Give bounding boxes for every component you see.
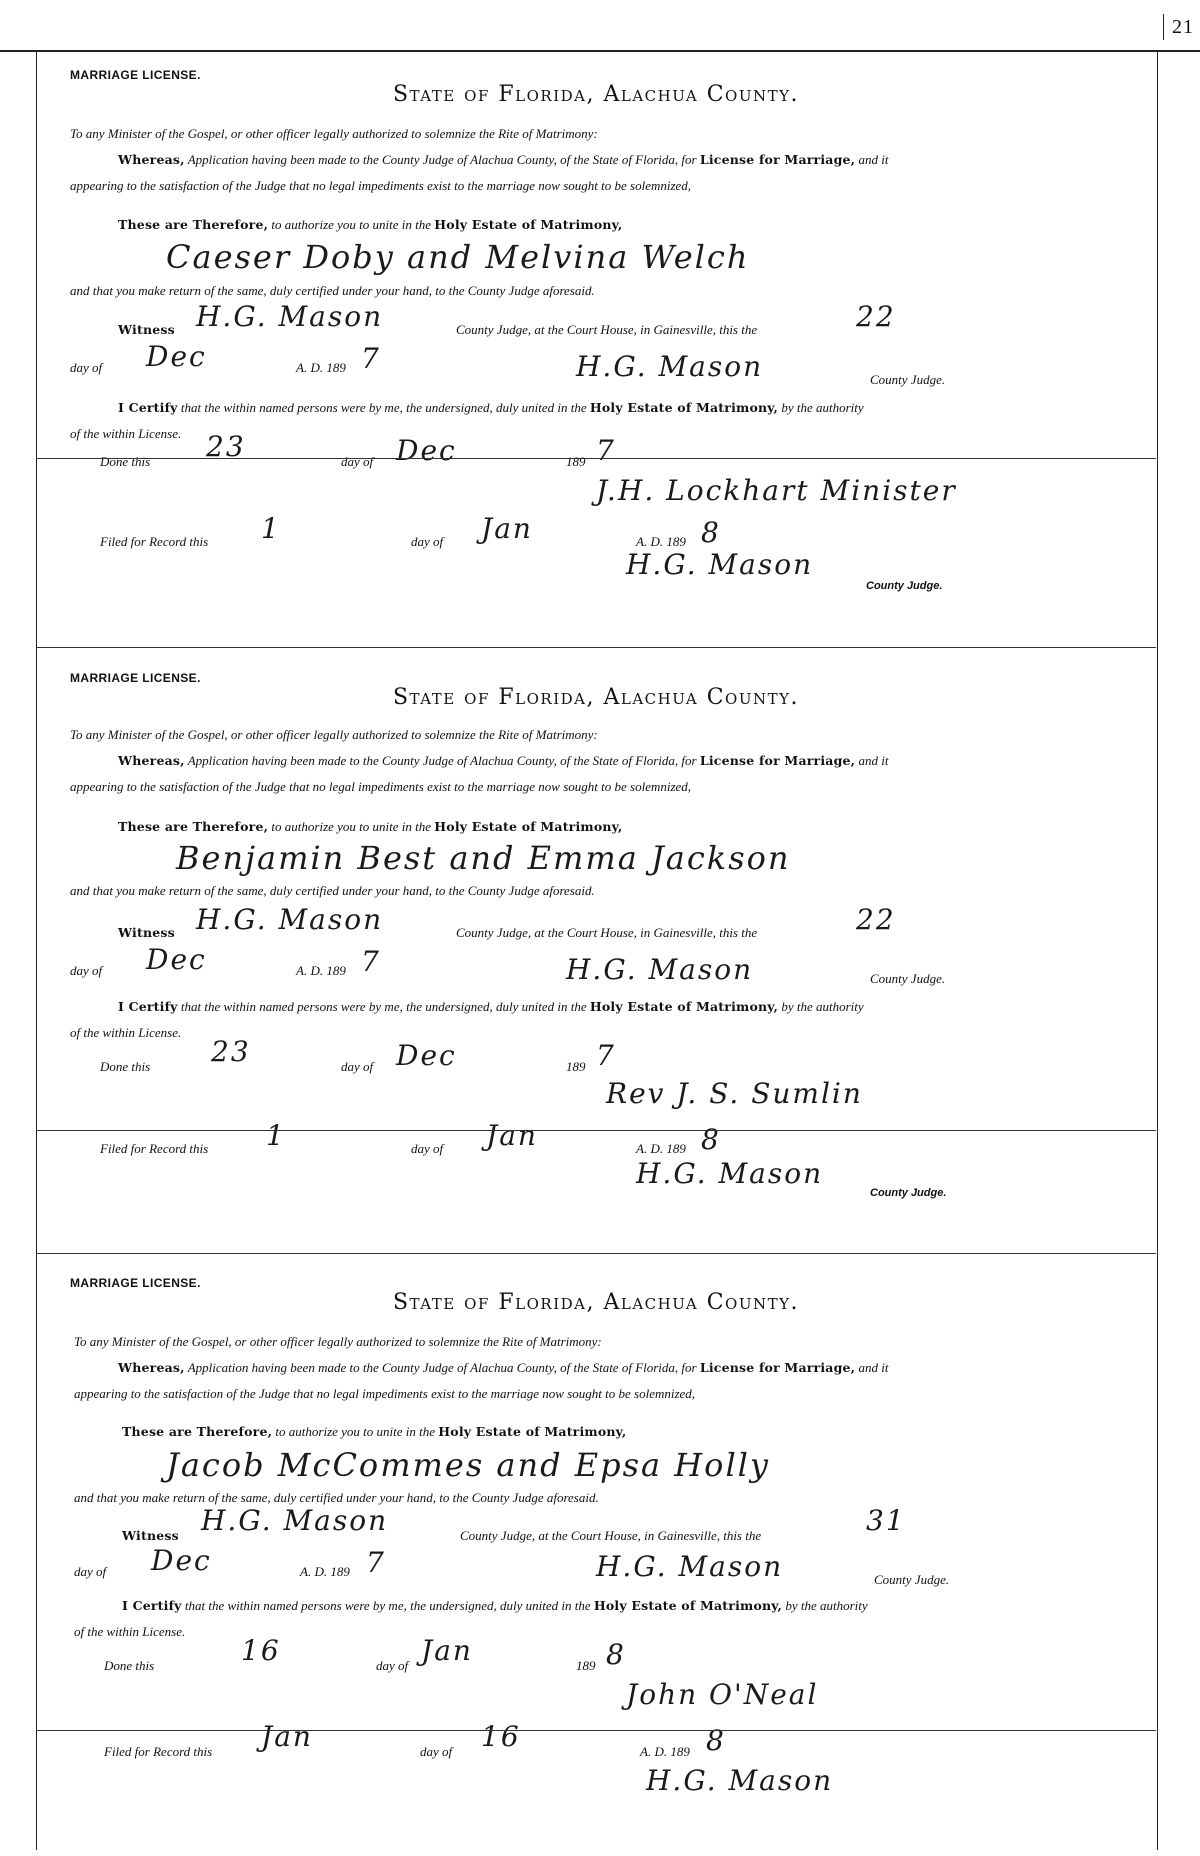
officiant-signature: John O'Neal bbox=[626, 1678, 819, 1711]
filed-day: 1 bbox=[266, 1119, 286, 1152]
page-number: 21 bbox=[1163, 14, 1194, 40]
done-year-digit: 7 bbox=[596, 1039, 616, 1072]
filed-month: Jan bbox=[481, 512, 533, 545]
filed-day-of: day of bbox=[411, 534, 444, 549]
license-separator bbox=[36, 1253, 1156, 1254]
judge-signature: H.G. Mason bbox=[576, 350, 764, 383]
return-line: and that you make return of the same, duly certified under your hand, to the County Judge aforesaid. bbox=[74, 1490, 599, 1505]
ad-label: A. D. 189 bbox=[296, 963, 346, 978]
witness-day: 31 bbox=[866, 1504, 906, 1537]
filed-judge-signature: H.G. Mason bbox=[626, 548, 814, 581]
filed-month: Jan bbox=[486, 1119, 538, 1152]
done-year-prefix: 189 bbox=[566, 1059, 586, 1074]
officiant-signature: J.H. Lockhart Minister bbox=[596, 474, 957, 507]
filed-day-of: day of bbox=[420, 1744, 453, 1759]
divider-rule bbox=[36, 458, 1156, 459]
license-year-digit: 7 bbox=[361, 342, 381, 375]
license-title: State of Florida, Alachua County. bbox=[392, 685, 800, 710]
parties-names: Jacob McCommes and Epsa Holly bbox=[166, 1446, 770, 1484]
done-year-prefix: 189 bbox=[576, 1658, 596, 1673]
license-title: State of Florida, Alachua County. bbox=[392, 82, 800, 107]
witness-name: H.G. Mason bbox=[196, 903, 384, 936]
license-title: State of Florida, Alachua County. bbox=[392, 1290, 800, 1315]
ad-label: A. D. 189 bbox=[296, 360, 346, 375]
county-judge-small: County Judge. bbox=[866, 580, 943, 592]
filed-ad: A. D. 189 bbox=[636, 534, 686, 549]
done-year-digit: 7 bbox=[596, 434, 616, 467]
done-year-digit: 8 bbox=[606, 1638, 626, 1671]
therefore-line: These are Therefore, to authorize you to unite in the Holy Estate of Matrimony, bbox=[118, 819, 623, 834]
done-month: Dec bbox=[396, 434, 457, 467]
done-day: 23 bbox=[211, 1035, 251, 1068]
witness-line: Witness bbox=[118, 925, 175, 940]
filed-day: Jan bbox=[261, 1720, 313, 1753]
done-month: Jan bbox=[421, 1634, 473, 1667]
witness-line: Witness bbox=[122, 1528, 179, 1543]
court-house-line: County Judge, at the Court House, in Gainesville, this the bbox=[460, 1528, 762, 1543]
therefore-line: These are Therefore, to authorize you to unite in the Holy Estate of Matrimony, bbox=[118, 217, 623, 232]
day-of-label: day of bbox=[74, 1564, 107, 1579]
therefore-line: These are Therefore, to authorize you to unite in the Holy Estate of Matrimony, bbox=[122, 1424, 627, 1439]
filed-day-of: day of bbox=[411, 1141, 444, 1156]
done-day-of: day of bbox=[341, 454, 374, 469]
court-house-line: County Judge, at the Court House, in Gainesville, this the bbox=[456, 925, 758, 940]
to-any-minister: To any Minister of the Gospel, or other officer legally authorized to solemnize the Rite of Matrimony: bbox=[70, 126, 598, 141]
appearing-line: appearing to the satisfaction of the Judge that no legal impediments exist to the marriage now sought to be solemnized, bbox=[74, 1386, 696, 1401]
marriage-license-1 bbox=[36, 60, 1156, 650]
witness-day: 22 bbox=[856, 300, 896, 333]
witness-name: H.G. Mason bbox=[196, 300, 384, 333]
divider-rule bbox=[36, 1130, 1156, 1131]
day-of-label: day of bbox=[70, 360, 103, 375]
certify-line: I Certify that the within named persons were by me, the undersigned, duly united in the Holy Estate of Matrimony, by the authority bbox=[118, 999, 864, 1014]
filed-day: 1 bbox=[261, 512, 281, 545]
parties-names: Benjamin Best and Emma Jackson bbox=[176, 839, 791, 877]
filed-label: Filed for Record this bbox=[100, 1141, 209, 1156]
marriage-license-3 bbox=[36, 1268, 1156, 1848]
license-month: Dec bbox=[146, 340, 207, 373]
license-separator bbox=[36, 647, 1156, 648]
filed-month: 16 bbox=[481, 1720, 521, 1753]
officiant-signature: Rev J. S. Sumlin bbox=[606, 1077, 863, 1110]
whereas-line: Whereas, Application having been made to the County Judge of Alachua County, of the State of Florida, for License for Marriage, and it bbox=[118, 152, 889, 167]
day-of-label: day of bbox=[70, 963, 103, 978]
county-judge-label: County Judge. bbox=[870, 372, 946, 387]
certify-line: I Certify that the within named persons were by me, the undersigned, duly united in the Holy Estate of Matrimony, by the authority bbox=[122, 1598, 868, 1613]
done-this-label: Done this bbox=[104, 1658, 155, 1673]
done-month: Dec bbox=[396, 1039, 457, 1072]
license-month: Dec bbox=[151, 1544, 212, 1577]
judge-signature: H.G. Mason bbox=[566, 953, 754, 986]
whereas-line: Whereas, Application having been made to the County Judge of Alachua County, of the State of Florida, for License for Marriage, and it bbox=[118, 1360, 889, 1375]
license-year-digit: 7 bbox=[361, 945, 381, 978]
done-year-prefix: 189 bbox=[566, 454, 586, 469]
certify-line: I Certify that the within named persons were by me, the undersigned, duly united in the Holy Estate of Matrimony, by the authority bbox=[118, 400, 864, 415]
witness-line: Witness bbox=[118, 322, 175, 337]
filed-label: Filed for Record this bbox=[104, 1744, 213, 1759]
license-month: Dec bbox=[146, 943, 207, 976]
filed-ad: A. D. 189 bbox=[636, 1141, 686, 1156]
to-any-minister: To any Minister of the Gospel, or other officer legally authorized to solemnize the Rite of Matrimony: bbox=[74, 1334, 602, 1349]
court-house-line: County Judge, at the Court House, in Gainesville, this the bbox=[456, 322, 758, 337]
divider-rule bbox=[36, 1730, 1156, 1731]
done-day: 23 bbox=[206, 430, 246, 463]
parties-names: Caeser Doby and Melvina Welch bbox=[166, 238, 750, 276]
license-year-digit: 7 bbox=[366, 1546, 386, 1579]
within-license: of the within License. bbox=[70, 1025, 182, 1040]
filed-ad: A. D. 189 bbox=[640, 1744, 690, 1759]
marriage-license-label: MARRIAGE LICENSE. bbox=[70, 671, 201, 685]
done-day-of: day of bbox=[376, 1658, 409, 1673]
appearing-line: appearing to the satisfaction of the Judge that no legal impediments exist to the marriage now sought to be solemnized, bbox=[70, 178, 692, 193]
return-line: and that you make return of the same, duly certified under your hand, to the County Judge aforesaid. bbox=[70, 283, 595, 298]
county-judge-label: County Judge. bbox=[870, 971, 946, 986]
filed-judge-signature: H.G. Mason bbox=[636, 1157, 824, 1190]
whereas-line: Whereas, Application having been made to the County Judge of Alachua County, of the State of Florida, for License for Marriage, and it bbox=[118, 753, 889, 768]
county-judge-small: County Judge. bbox=[870, 1187, 947, 1199]
filed-label: Filed for Record this bbox=[100, 534, 209, 549]
witness-day: 22 bbox=[856, 903, 896, 936]
filed-year-digit: 8 bbox=[701, 516, 721, 549]
appearing-line: appearing to the satisfaction of the Judge that no legal impediments exist to the marriage now sought to be solemnized, bbox=[70, 779, 692, 794]
done-day-of: day of bbox=[341, 1059, 374, 1074]
ad-label: A. D. 189 bbox=[300, 1564, 350, 1579]
done-day: 16 bbox=[241, 1634, 281, 1667]
marriage-license-label: MARRIAGE LICENSE. bbox=[70, 1276, 201, 1290]
done-this-label: Done this bbox=[100, 1059, 151, 1074]
done-this-label: Done this bbox=[100, 454, 151, 469]
within-license: of the within License. bbox=[70, 426, 182, 441]
filed-judge-signature: H.G. Mason bbox=[646, 1764, 834, 1797]
marriage-license-2 bbox=[36, 663, 1156, 1253]
county-judge-label: County Judge. bbox=[874, 1572, 950, 1587]
witness-name: H.G. Mason bbox=[201, 1504, 389, 1537]
marriage-license-label: MARRIAGE LICENSE. bbox=[70, 68, 201, 82]
return-line: and that you make return of the same, duly certified under your hand, to the County Judge aforesaid. bbox=[70, 883, 595, 898]
to-any-minister: To any Minister of the Gospel, or other officer legally authorized to solemnize the Rite of Matrimony: bbox=[70, 727, 598, 742]
filed-year-digit: 8 bbox=[706, 1724, 726, 1757]
judge-signature: H.G. Mason bbox=[596, 1550, 784, 1583]
within-license: of the within License. bbox=[74, 1624, 186, 1639]
filed-year-digit: 8 bbox=[701, 1123, 721, 1156]
